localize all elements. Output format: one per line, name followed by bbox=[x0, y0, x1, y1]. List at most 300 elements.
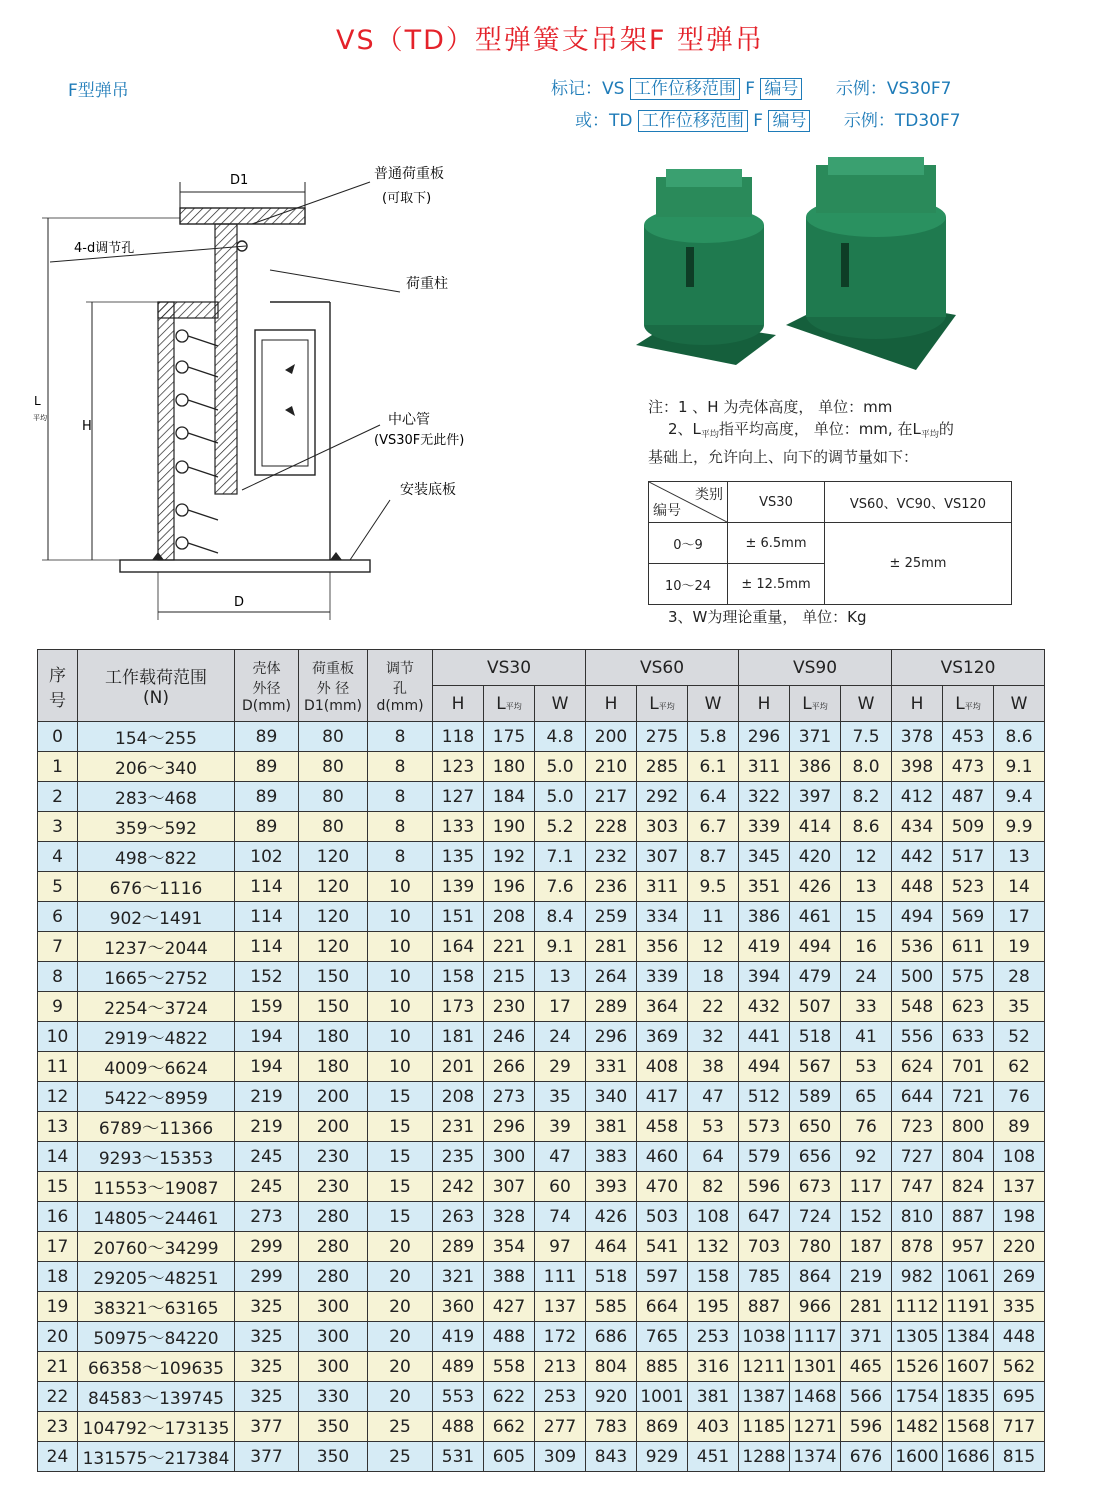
cell-vs90-w: 152 bbox=[841, 1202, 892, 1232]
table-row bbox=[38, 1172, 1045, 1202]
cell-vs60-w: 6.7 bbox=[688, 812, 739, 842]
cell-vs120-l: 517 bbox=[943, 842, 994, 872]
cell-load: 9293～15353 bbox=[78, 1142, 235, 1172]
cell-vs60-w: 381 bbox=[688, 1382, 739, 1412]
marking-line-1 bbox=[551, 74, 951, 99]
cell-load: 104792～173135 bbox=[78, 1412, 235, 1442]
adjust-corner bbox=[649, 482, 728, 523]
cell-vs120-l: 575 bbox=[943, 962, 994, 992]
table-row bbox=[38, 1082, 1045, 1112]
note-2-text-c: 的 bbox=[938, 420, 954, 438]
cell-load: 902～1491 bbox=[78, 902, 235, 932]
cell-vs120-h: 1112 bbox=[892, 1292, 943, 1322]
label-l-avg: L bbox=[34, 394, 41, 408]
cell-vs90-w: 53 bbox=[841, 1052, 892, 1082]
note-3: 3、W为理论重量， 单位：Kg bbox=[668, 608, 867, 626]
cell-no: 18 bbox=[38, 1262, 78, 1292]
cell-vs90-l: 479 bbox=[790, 962, 841, 992]
cell-hole: 8 bbox=[368, 722, 433, 752]
cell-vs120-w: 448 bbox=[994, 1322, 1045, 1352]
cell-vs60-h: 585 bbox=[586, 1292, 637, 1322]
cell-hole: 10 bbox=[368, 902, 433, 932]
cell-hole: 10 bbox=[368, 872, 433, 902]
cell-vs90-w: 8.6 bbox=[841, 812, 892, 842]
cell-hole: 15 bbox=[368, 1142, 433, 1172]
spec-table bbox=[37, 649, 1045, 1472]
cell-vs120-h: 1754 bbox=[892, 1382, 943, 1412]
cell-load: 50975～84220 bbox=[78, 1322, 235, 1352]
cell-vs90-w: 13 bbox=[841, 872, 892, 902]
cell-plate-d1: 150 bbox=[299, 992, 368, 1022]
cell-vs120-l: 701 bbox=[943, 1052, 994, 1082]
cell-vs30-w: 29 bbox=[535, 1052, 586, 1082]
cell-no: 0 bbox=[38, 722, 78, 752]
cell-vs90-w: 33 bbox=[841, 992, 892, 1022]
cell-vs120-l: 523 bbox=[943, 872, 994, 902]
cell-no: 7 bbox=[38, 932, 78, 962]
cell-vs30-l: 307 bbox=[484, 1172, 535, 1202]
cell-load: 14805～24461 bbox=[78, 1202, 235, 1232]
table-row bbox=[38, 932, 1045, 962]
marking-mid: F bbox=[753, 111, 764, 131]
cell-vs30-h: 263 bbox=[433, 1202, 484, 1232]
cell-vs90-w: 8.2 bbox=[841, 782, 892, 812]
adjust-col-others: VS60、VC90、VS120 bbox=[825, 482, 1012, 523]
cell-vs30-l: 622 bbox=[484, 1382, 535, 1412]
cell-plate-d1: 120 bbox=[299, 842, 368, 872]
cell-vs120-w: 137 bbox=[994, 1172, 1045, 1202]
cell-vs120-w: 89 bbox=[994, 1112, 1045, 1142]
cell-vs90-h: 345 bbox=[739, 842, 790, 872]
cell-vs90-h: 494 bbox=[739, 1052, 790, 1082]
cell-vs120-l: 804 bbox=[943, 1142, 994, 1172]
adjust-corner-bottom: 编号 bbox=[653, 503, 681, 519]
cell-vs30-w: 253 bbox=[535, 1382, 586, 1412]
cell-vs90-l: 397 bbox=[790, 782, 841, 812]
cell-shell-d: 299 bbox=[235, 1232, 299, 1262]
cell-vs120-w: 335 bbox=[994, 1292, 1045, 1322]
cell-vs90-w: 566 bbox=[841, 1382, 892, 1412]
note-2-text-b: 指平均高度， 单位：mm, 在L bbox=[718, 420, 921, 438]
note-3-wrap bbox=[648, 606, 1048, 628]
cell-vs30-h: 321 bbox=[433, 1262, 484, 1292]
hanger-diagram bbox=[30, 160, 510, 630]
cell-vs60-h: 804 bbox=[586, 1352, 637, 1382]
table-row bbox=[38, 812, 1045, 842]
cell-plate-d1: 280 bbox=[299, 1202, 368, 1232]
cell-vs30-w: 24 bbox=[535, 1022, 586, 1052]
cell-no: 12 bbox=[38, 1082, 78, 1112]
cell-vs60-l: 597 bbox=[637, 1262, 688, 1292]
cell-vs60-h: 920 bbox=[586, 1382, 637, 1412]
cell-vs30-l: 266 bbox=[484, 1052, 535, 1082]
cell-vs30-h: 553 bbox=[433, 1382, 484, 1412]
header-plate-d1: 荷重板 外 径 D1(mm) bbox=[299, 650, 368, 722]
cell-vs60-l: 285 bbox=[637, 752, 688, 782]
cell-vs120-w: 52 bbox=[994, 1022, 1045, 1052]
cell-plate-d1: 350 bbox=[299, 1412, 368, 1442]
cell-vs30-h: 488 bbox=[433, 1412, 484, 1442]
cell-load: 84583～139745 bbox=[78, 1382, 235, 1412]
cell-plate-d1: 350 bbox=[299, 1442, 368, 1472]
cell-vs30-h: 118 bbox=[433, 722, 484, 752]
subheader-l bbox=[637, 686, 688, 722]
cell-vs120-l: 1568 bbox=[943, 1412, 994, 1442]
subheader-l-text: L bbox=[649, 693, 659, 714]
cell-vs90-h: 296 bbox=[739, 722, 790, 752]
label-base: 安装底板 bbox=[400, 482, 456, 498]
cell-vs30-l: 388 bbox=[484, 1262, 535, 1292]
cell-hole: 15 bbox=[368, 1082, 433, 1112]
cell-vs120-l: 1686 bbox=[943, 1442, 994, 1472]
cell-vs60-h: 296 bbox=[586, 1022, 637, 1052]
table-row bbox=[38, 1352, 1045, 1382]
cell-vs60-w: 9.5 bbox=[688, 872, 739, 902]
cell-vs120-l: 800 bbox=[943, 1112, 994, 1142]
label-l-sub: 平均 bbox=[33, 414, 47, 422]
cell-vs60-l: 470 bbox=[637, 1172, 688, 1202]
cell-vs30-l: 427 bbox=[484, 1292, 535, 1322]
cell-no: 24 bbox=[38, 1442, 78, 1472]
cell-vs30-w: 47 bbox=[535, 1142, 586, 1172]
cell-vs120-w: 815 bbox=[994, 1442, 1045, 1472]
marking-box-number: 编号 bbox=[768, 110, 810, 132]
cell-vs30-w: 4.8 bbox=[535, 722, 586, 752]
cell-no: 16 bbox=[38, 1202, 78, 1232]
cell-vs120-l: 1191 bbox=[943, 1292, 994, 1322]
cell-vs60-h: 200 bbox=[586, 722, 637, 752]
cell-shell-d: 102 bbox=[235, 842, 299, 872]
cell-vs120-l: 1835 bbox=[943, 1382, 994, 1412]
cell-plate-d1: 230 bbox=[299, 1172, 368, 1202]
cell-vs90-w: 8.0 bbox=[841, 752, 892, 782]
cell-shell-d: 273 bbox=[235, 1202, 299, 1232]
cell-vs30-w: 39 bbox=[535, 1112, 586, 1142]
cell-vs30-l: 300 bbox=[484, 1142, 535, 1172]
cell-vs90-l: 864 bbox=[790, 1262, 841, 1292]
label-d1: D1 bbox=[230, 173, 249, 188]
cell-vs90-l: 1468 bbox=[790, 1382, 841, 1412]
spring bbox=[176, 330, 218, 553]
cell-vs90-l: 386 bbox=[790, 752, 841, 782]
cell-vs90-h: 1288 bbox=[739, 1442, 790, 1472]
cell-vs120-w: 108 bbox=[994, 1142, 1045, 1172]
cell-hole: 20 bbox=[368, 1292, 433, 1322]
cell-vs120-l: 569 bbox=[943, 902, 994, 932]
cell-no: 10 bbox=[38, 1022, 78, 1052]
cell-no: 13 bbox=[38, 1112, 78, 1142]
adjust-range: 0～9 bbox=[649, 523, 728, 564]
cell-vs60-l: 929 bbox=[637, 1442, 688, 1472]
cell-vs30-l: 175 bbox=[484, 722, 535, 752]
cell-no: 8 bbox=[38, 962, 78, 992]
cell-vs90-l: 371 bbox=[790, 722, 841, 752]
cell-vs120-w: 562 bbox=[994, 1352, 1045, 1382]
cell-vs120-h: 398 bbox=[892, 752, 943, 782]
cell-hole: 8 bbox=[368, 842, 433, 872]
cell-vs90-h: 1185 bbox=[739, 1412, 790, 1442]
cell-vs120-h: 747 bbox=[892, 1172, 943, 1202]
cell-hole: 10 bbox=[368, 932, 433, 962]
cell-vs120-h: 548 bbox=[892, 992, 943, 1022]
subheader-l-sub: 平均 bbox=[811, 701, 828, 711]
cell-vs90-w: 76 bbox=[841, 1112, 892, 1142]
cell-vs90-l: 518 bbox=[790, 1022, 841, 1052]
marking-box-number: 编号 bbox=[760, 78, 802, 100]
cell-shell-d: 114 bbox=[235, 872, 299, 902]
cell-vs60-h: 232 bbox=[586, 842, 637, 872]
cell-no: 4 bbox=[38, 842, 78, 872]
cell-vs90-w: 24 bbox=[841, 962, 892, 992]
cell-load: 5422～8959 bbox=[78, 1082, 235, 1112]
cell-hole: 10 bbox=[368, 1022, 433, 1052]
cell-vs30-l: 328 bbox=[484, 1202, 535, 1232]
cell-vs90-h: 419 bbox=[739, 932, 790, 962]
cell-vs30-w: 97 bbox=[535, 1232, 586, 1262]
cell-vs90-w: 596 bbox=[841, 1412, 892, 1442]
table-row bbox=[38, 1232, 1045, 1262]
cell-vs90-h: 311 bbox=[739, 752, 790, 782]
marking-prefix: 或：TD bbox=[575, 111, 633, 131]
cell-load: 11553～19087 bbox=[78, 1172, 235, 1202]
cell-vs30-l: 215 bbox=[484, 962, 535, 992]
cell-vs120-w: 19 bbox=[994, 932, 1045, 962]
cell-vs30-h: 133 bbox=[433, 812, 484, 842]
cell-load: 66358～109635 bbox=[78, 1352, 235, 1382]
table-row bbox=[38, 1142, 1045, 1172]
cell-plate-d1: 120 bbox=[299, 872, 368, 902]
cell-load: 1237～2044 bbox=[78, 932, 235, 962]
cell-vs60-w: 8.7 bbox=[688, 842, 739, 872]
header-vs60: VS60 bbox=[586, 650, 739, 686]
adjust-vs30: ± 12.5mm bbox=[728, 564, 825, 605]
cell-load: 498～822 bbox=[78, 842, 235, 872]
cell-shell-d: 325 bbox=[235, 1352, 299, 1382]
marking-line-2 bbox=[575, 106, 961, 131]
cell-hole: 8 bbox=[368, 812, 433, 842]
table-row bbox=[38, 1052, 1045, 1082]
table-row bbox=[38, 1112, 1045, 1142]
cell-shell-d: 89 bbox=[235, 812, 299, 842]
cell-vs60-w: 32 bbox=[688, 1022, 739, 1052]
cell-vs120-l: 721 bbox=[943, 1082, 994, 1112]
cell-no: 9 bbox=[38, 992, 78, 1022]
adjust-col-vs30: VS30 bbox=[728, 482, 825, 523]
cell-shell-d: 325 bbox=[235, 1322, 299, 1352]
cell-vs60-h: 783 bbox=[586, 1412, 637, 1442]
cell-vs60-w: 316 bbox=[688, 1352, 739, 1382]
cell-vs90-h: 441 bbox=[739, 1022, 790, 1052]
cell-vs30-w: 7.6 bbox=[535, 872, 586, 902]
subheader-l-sub: 平均 bbox=[964, 701, 981, 711]
table-row bbox=[38, 1262, 1045, 1292]
note-1: 注：1 、H 为壳体高度， 单位：mm bbox=[648, 398, 893, 416]
cell-plate-d1: 200 bbox=[299, 1082, 368, 1112]
scale-window bbox=[255, 330, 315, 475]
cell-vs120-l: 824 bbox=[943, 1172, 994, 1202]
cell-vs60-l: 369 bbox=[637, 1022, 688, 1052]
cell-load: 38321～63165 bbox=[78, 1292, 235, 1322]
cell-vs60-h: 686 bbox=[586, 1322, 637, 1352]
cell-vs120-h: 1526 bbox=[892, 1352, 943, 1382]
cell-hole: 15 bbox=[368, 1172, 433, 1202]
cell-load: 20760～34299 bbox=[78, 1232, 235, 1262]
label-h: H bbox=[82, 419, 92, 434]
cell-vs60-w: 6.4 bbox=[688, 782, 739, 812]
cell-vs90-w: 16 bbox=[841, 932, 892, 962]
cell-vs90-l: 461 bbox=[790, 902, 841, 932]
cell-vs90-w: 92 bbox=[841, 1142, 892, 1172]
cell-vs60-w: 82 bbox=[688, 1172, 739, 1202]
cell-vs90-h: 1387 bbox=[739, 1382, 790, 1412]
cell-vs60-w: 451 bbox=[688, 1442, 739, 1472]
cell-vs60-w: 53 bbox=[688, 1112, 739, 1142]
cell-plate-d1: 280 bbox=[299, 1262, 368, 1292]
cell-vs30-w: 111 bbox=[535, 1262, 586, 1292]
cell-vs60-l: 356 bbox=[637, 932, 688, 962]
cell-vs90-h: 647 bbox=[739, 1202, 790, 1232]
cell-vs30-l: 558 bbox=[484, 1352, 535, 1382]
cell-vs30-w: 172 bbox=[535, 1322, 586, 1352]
cell-vs30-w: 5.0 bbox=[535, 752, 586, 782]
cell-vs90-w: 65 bbox=[841, 1082, 892, 1112]
cell-hole: 25 bbox=[368, 1412, 433, 1442]
cell-vs90-l: 966 bbox=[790, 1292, 841, 1322]
cell-vs120-h: 727 bbox=[892, 1142, 943, 1172]
cell-vs120-l: 1607 bbox=[943, 1352, 994, 1382]
cell-vs60-w: 47 bbox=[688, 1082, 739, 1112]
cell-vs30-w: 137 bbox=[535, 1292, 586, 1322]
cell-vs60-h: 281 bbox=[586, 932, 637, 962]
cell-vs60-l: 334 bbox=[637, 902, 688, 932]
subheader-l bbox=[943, 686, 994, 722]
base-plate bbox=[120, 560, 370, 572]
cell-plate-d1: 80 bbox=[299, 812, 368, 842]
header-vs120: VS120 bbox=[892, 650, 1045, 686]
cell-vs90-h: 339 bbox=[739, 812, 790, 842]
cell-vs60-w: 195 bbox=[688, 1292, 739, 1322]
cell-vs90-h: 351 bbox=[739, 872, 790, 902]
table-row bbox=[38, 842, 1045, 872]
cell-vs120-l: 473 bbox=[943, 752, 994, 782]
cell-vs120-h: 723 bbox=[892, 1112, 943, 1142]
cell-vs30-h: 123 bbox=[433, 752, 484, 782]
cell-vs120-h: 434 bbox=[892, 812, 943, 842]
cell-vs120-h: 644 bbox=[892, 1082, 943, 1112]
cell-vs60-l: 458 bbox=[637, 1112, 688, 1142]
cell-vs60-w: 5.8 bbox=[688, 722, 739, 752]
subheader-w: W bbox=[994, 686, 1045, 722]
note-2-sub: 平均 bbox=[700, 430, 719, 440]
adjust-range: 10～24 bbox=[649, 564, 728, 605]
marking-mid: F bbox=[745, 79, 756, 99]
cell-shell-d: 219 bbox=[235, 1082, 299, 1112]
marking-example: 示例：TD30F7 bbox=[843, 111, 961, 131]
cell-plate-d1: 80 bbox=[299, 722, 368, 752]
cell-load: 1665～2752 bbox=[78, 962, 235, 992]
cell-vs90-w: 371 bbox=[841, 1322, 892, 1352]
cell-hole: 15 bbox=[368, 1112, 433, 1142]
cell-vs120-h: 982 bbox=[892, 1262, 943, 1292]
label-d: D bbox=[234, 595, 245, 610]
cell-vs30-l: 221 bbox=[484, 932, 535, 962]
cell-load: 131575～217384 bbox=[78, 1442, 235, 1472]
cell-shell-d: 89 bbox=[235, 722, 299, 752]
marking-box-range: 工作位移范围 bbox=[630, 78, 740, 100]
cell-vs60-l: 292 bbox=[637, 782, 688, 812]
cell-plate-d1: 280 bbox=[299, 1232, 368, 1262]
cell-shell-d: 245 bbox=[235, 1142, 299, 1172]
cell-vs120-w: 62 bbox=[994, 1052, 1045, 1082]
cell-plate-d1: 300 bbox=[299, 1292, 368, 1322]
cell-shell-d: 245 bbox=[235, 1172, 299, 1202]
cell-vs90-h: 573 bbox=[739, 1112, 790, 1142]
subheader-w: W bbox=[841, 686, 892, 722]
cell-vs90-h: 432 bbox=[739, 992, 790, 1022]
cell-plate-d1: 120 bbox=[299, 932, 368, 962]
cell-vs30-l: 196 bbox=[484, 872, 535, 902]
cell-no: 23 bbox=[38, 1412, 78, 1442]
cell-vs90-l: 1374 bbox=[790, 1442, 841, 1472]
subheader-l bbox=[790, 686, 841, 722]
cell-vs120-l: 1384 bbox=[943, 1322, 994, 1352]
cell-vs60-l: 503 bbox=[637, 1202, 688, 1232]
cell-vs60-l: 339 bbox=[637, 962, 688, 992]
cell-vs60-h: 259 bbox=[586, 902, 637, 932]
cell-load: 6789～11366 bbox=[78, 1112, 235, 1142]
subheader-h: H bbox=[586, 686, 637, 722]
cell-vs90-w: 465 bbox=[841, 1352, 892, 1382]
cell-hole: 25 bbox=[368, 1442, 433, 1472]
cell-vs60-l: 364 bbox=[637, 992, 688, 1022]
cell-vs30-w: 309 bbox=[535, 1442, 586, 1472]
cell-plate-d1: 200 bbox=[299, 1112, 368, 1142]
cell-vs60-w: 18 bbox=[688, 962, 739, 992]
cell-vs60-w: 64 bbox=[688, 1142, 739, 1172]
cell-no: 3 bbox=[38, 812, 78, 842]
cell-vs90-l: 650 bbox=[790, 1112, 841, 1142]
cell-vs90-l: 1301 bbox=[790, 1352, 841, 1382]
header-no: 序 号 bbox=[38, 650, 78, 722]
subheader-l-sub: 平均 bbox=[505, 701, 522, 711]
cell-shell-d: 114 bbox=[235, 932, 299, 962]
cell-vs90-w: 15 bbox=[841, 902, 892, 932]
subheader-l-text: L bbox=[955, 693, 965, 714]
cell-vs90-h: 887 bbox=[739, 1292, 790, 1322]
cell-plate-d1: 180 bbox=[299, 1022, 368, 1052]
cell-vs60-w: 403 bbox=[688, 1412, 739, 1442]
cell-vs120-w: 198 bbox=[994, 1202, 1045, 1232]
cell-vs30-h: 135 bbox=[433, 842, 484, 872]
subheader-l-text: L bbox=[496, 693, 506, 714]
cell-load: 154～255 bbox=[78, 722, 235, 752]
hanger-right bbox=[786, 157, 956, 370]
cell-plate-d1: 180 bbox=[299, 1052, 368, 1082]
header-shell-d: 壳体 外径 D(mm) bbox=[235, 650, 299, 722]
cell-vs120-w: 8.6 bbox=[994, 722, 1045, 752]
cell-plate-d1: 80 bbox=[299, 782, 368, 812]
cell-vs120-l: 509 bbox=[943, 812, 994, 842]
cell-no: 1 bbox=[38, 752, 78, 782]
cell-vs30-w: 13 bbox=[535, 962, 586, 992]
cell-hole: 20 bbox=[368, 1262, 433, 1292]
cell-vs60-h: 217 bbox=[586, 782, 637, 812]
cell-vs30-l: 605 bbox=[484, 1442, 535, 1472]
cell-no: 11 bbox=[38, 1052, 78, 1082]
cell-plate-d1: 330 bbox=[299, 1382, 368, 1412]
cell-hole: 15 bbox=[368, 1202, 433, 1232]
cell-hole: 8 bbox=[368, 752, 433, 782]
